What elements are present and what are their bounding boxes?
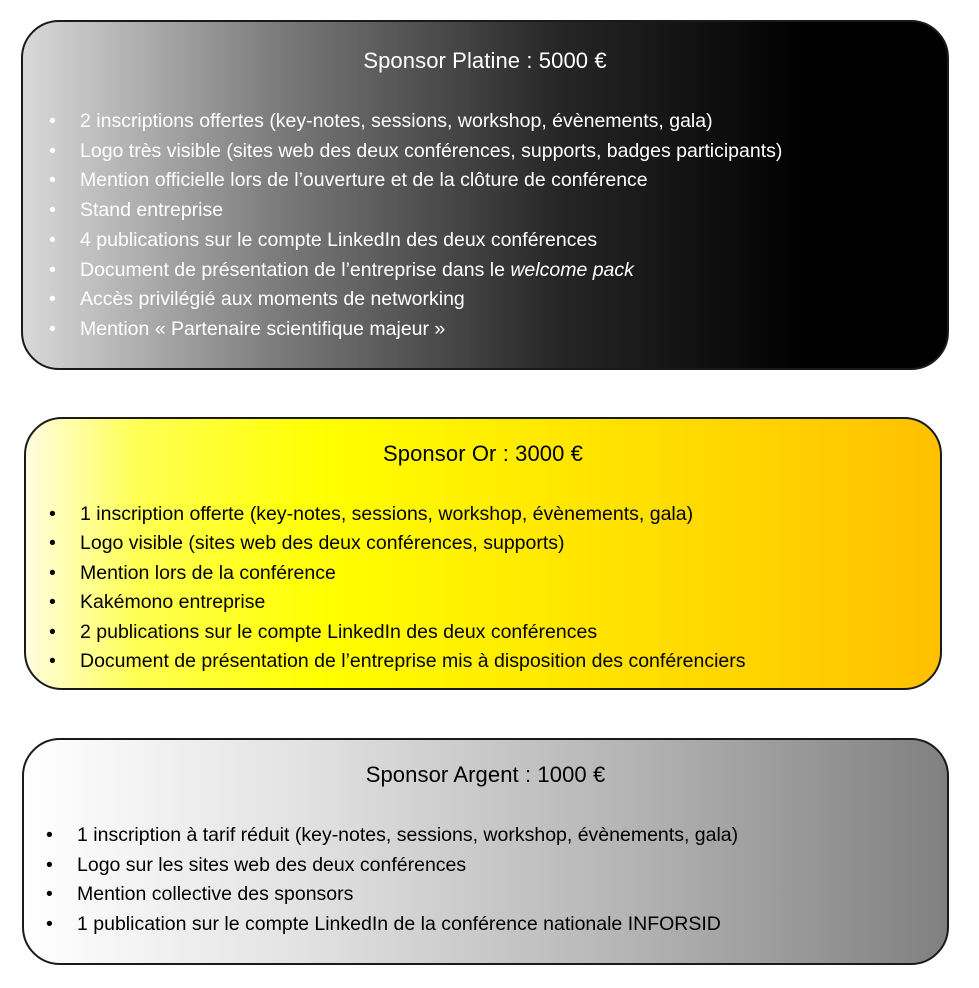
sponsor-or-card xyxy=(24,417,942,690)
list-item: • 2 inscriptions offertes (key-notes, sessions, workshop, évènements, gala) xyxy=(80,107,947,137)
sponsor-argent-benefits xyxy=(77,821,947,940)
list-item: • Stand entreprise xyxy=(80,196,947,226)
list-item: • Mention officielle lors de l’ouverture et de la clôture de conférence xyxy=(80,166,947,196)
list-item: • 2 publications sur le compte LinkedIn des deux conférences xyxy=(80,618,940,647)
sponsor-argent-title: Sponsor Argent : 1000 € xyxy=(365,762,606,787)
sponsor-platine-benefits xyxy=(80,107,947,345)
list-item: • Logo très visible (sites web des deux conférences, supports, badges participants) xyxy=(80,137,947,167)
list-item: • Accès privilégié aux moments de networking xyxy=(80,285,947,315)
sponsor-platine-title: Sponsor Platine : 5000 € xyxy=(363,48,607,73)
welcome-pack-emphasis: welcome pack xyxy=(510,258,634,281)
list-item: • Mention « Partenaire scientifique majeur » xyxy=(80,315,947,345)
list-item: • 4 publications sur le compte LinkedIn des deux conférences xyxy=(80,226,947,256)
list-item: • 1 publication sur le compte LinkedIn de la conférence nationale INFORSID xyxy=(77,910,947,940)
list-item: • Document de présentation de l’entreprise mis à disposition des conférenciers xyxy=(80,647,940,676)
sponsor-or-title: Sponsor Or : 3000 € xyxy=(382,441,584,466)
list-item-text: Document de présentation de l’entreprise dans le xyxy=(80,258,511,281)
sponsor-or-benefits xyxy=(80,500,940,676)
list-item xyxy=(80,256,947,286)
sponsor-platine-card xyxy=(21,20,949,370)
list-item: • Mention collective des sponsors xyxy=(77,880,947,910)
list-item: • Logo visible (sites web des deux conférences, supports) xyxy=(80,529,940,558)
list-item: • Logo sur les sites web des deux conférences xyxy=(77,851,947,881)
sponsor-argent-card xyxy=(22,738,949,965)
list-item: • Kakémono entreprise xyxy=(80,588,940,617)
list-item: • Mention lors de la conférence xyxy=(80,559,940,588)
list-item: • 1 inscription offerte (key-notes, sessions, workshop, évènements, gala) xyxy=(80,500,940,529)
list-item: • 1 inscription à tarif réduit (key-notes, sessions, workshop, évènements, gala) xyxy=(77,821,947,851)
